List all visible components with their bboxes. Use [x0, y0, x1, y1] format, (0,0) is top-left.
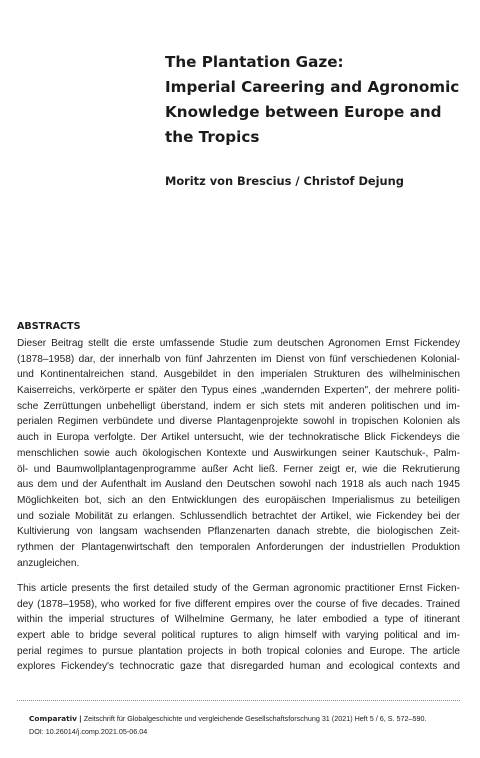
abstract-german: [17, 336, 460, 571]
abstract-line: (1878–1958) dar, der innerhalb von fünf Jahrzenten im Dienst von fünf verschiedenen Kolonial-: [17, 353, 460, 365]
abstract-line: öl- und Baumwollplantagenprogramme außer Acht ließ. Ferner zeigt er, wie die Rekrutierung: [17, 463, 460, 475]
abstract-line: aus dem und der Aufenthalt im Ausland den Deutschen sowohl nach 1918 als auch nach 1945: [17, 479, 460, 491]
title-line: Imperial Careering and Agronomic: [165, 78, 460, 96]
abstracts-heading: ABSTRACTS: [17, 321, 81, 332]
footer-separator: |: [79, 714, 82, 723]
abstract-line: explores Fickendey's technocratic gaze that disregarded human and ecological contexts and: [17, 661, 460, 673]
abstract-line: auch in Europa verfolgte. Der Artikel untersucht, wie der technokratische Blick Fickendeys die: [17, 432, 460, 444]
doi-text: DOI: 10.26014/j.comp.2021.05-06.04: [29, 727, 148, 736]
abstract-line: menschlichen sowie auch ökologischen Kontexte und Auswirkungen seiner Kautschuk-, Palm-: [17, 447, 460, 459]
title-line: The Plantation Gaze:: [165, 53, 344, 71]
title-line: Knowledge between Europe and: [165, 103, 442, 121]
abstract-line: Kultivierung von langsam wachsenden Pflanzenarten danach strebte, die biologischen Zeit-: [17, 526, 460, 538]
abstract-english: [17, 581, 460, 675]
article-title: [165, 50, 465, 150]
abstract-line: und soziale Mobilität zu erlangen. Schlussendlich betrachtet der Artikel, wie Fickendey bei der: [17, 510, 460, 522]
journal-name: Comparativ: [29, 714, 77, 723]
footer-citation: [29, 712, 427, 738]
abstract-line: dey (1878–1958), who worked for five different empires over the course of five decades. Trained: [17, 598, 460, 610]
abstract-line: sche Zerrüttungen unbehelligt überstand, indem er sich stets mit anderen politischen und im-: [17, 400, 460, 412]
citation-text: Zeitschrift für Globalgeschichte und vergleichende Gesellschaftsforschung 31 (2021) Heft 5 / 6, S. 572–590.: [83, 714, 427, 723]
abstract-line: und Kontinentalreichen stand. Ausgebildet in den imperialen Strukturen des wilhelminischen: [17, 369, 460, 381]
abstract-line: Möglichkeiten bot, sich an den Entwicklungen des europäischen Imperialismus zu beteiligen: [17, 494, 460, 506]
title-line: the Tropics: [165, 128, 260, 146]
abstract-line: within the imperial structures of Wilhelmine Germany, he later embodied a type of itinerant: [17, 614, 460, 626]
abstract-line: perial regimes to pursue plantation projects in both tropical colonies and Europe. The article: [17, 645, 460, 657]
abstract-line: anzugleichen.: [17, 557, 80, 569]
footer-line: [29, 712, 427, 725]
abstract-line: Kaiserreichs, verkörperte er später den Typus eines „wandernden Experten", der mehrere politi-: [17, 385, 460, 397]
abstract-line: rythmen der Plantagenwirtschaft den temporalen Anforderungen der industriellen Produktion: [17, 541, 460, 553]
abstract-line: This article presents the first detailed study of the German agronomic practitioner Ernst Ficken-: [17, 583, 460, 594]
abstract-line: expert able to bridge several political ruptures to align himself with varying political and im-: [17, 630, 460, 642]
abstract-line: Dieser Beitrag stellt die erste umfassende Studie zum deutschen Agronomen Ernst Fickendey: [17, 338, 460, 349]
article-authors: Moritz von Brescius / Christof Dejung: [165, 174, 404, 188]
footer-divider: [17, 700, 460, 701]
abstract-line: perialen Regimen verbündete und diverse Plantagenprojekte sowohl in tropischen Kolonien als: [17, 416, 460, 428]
